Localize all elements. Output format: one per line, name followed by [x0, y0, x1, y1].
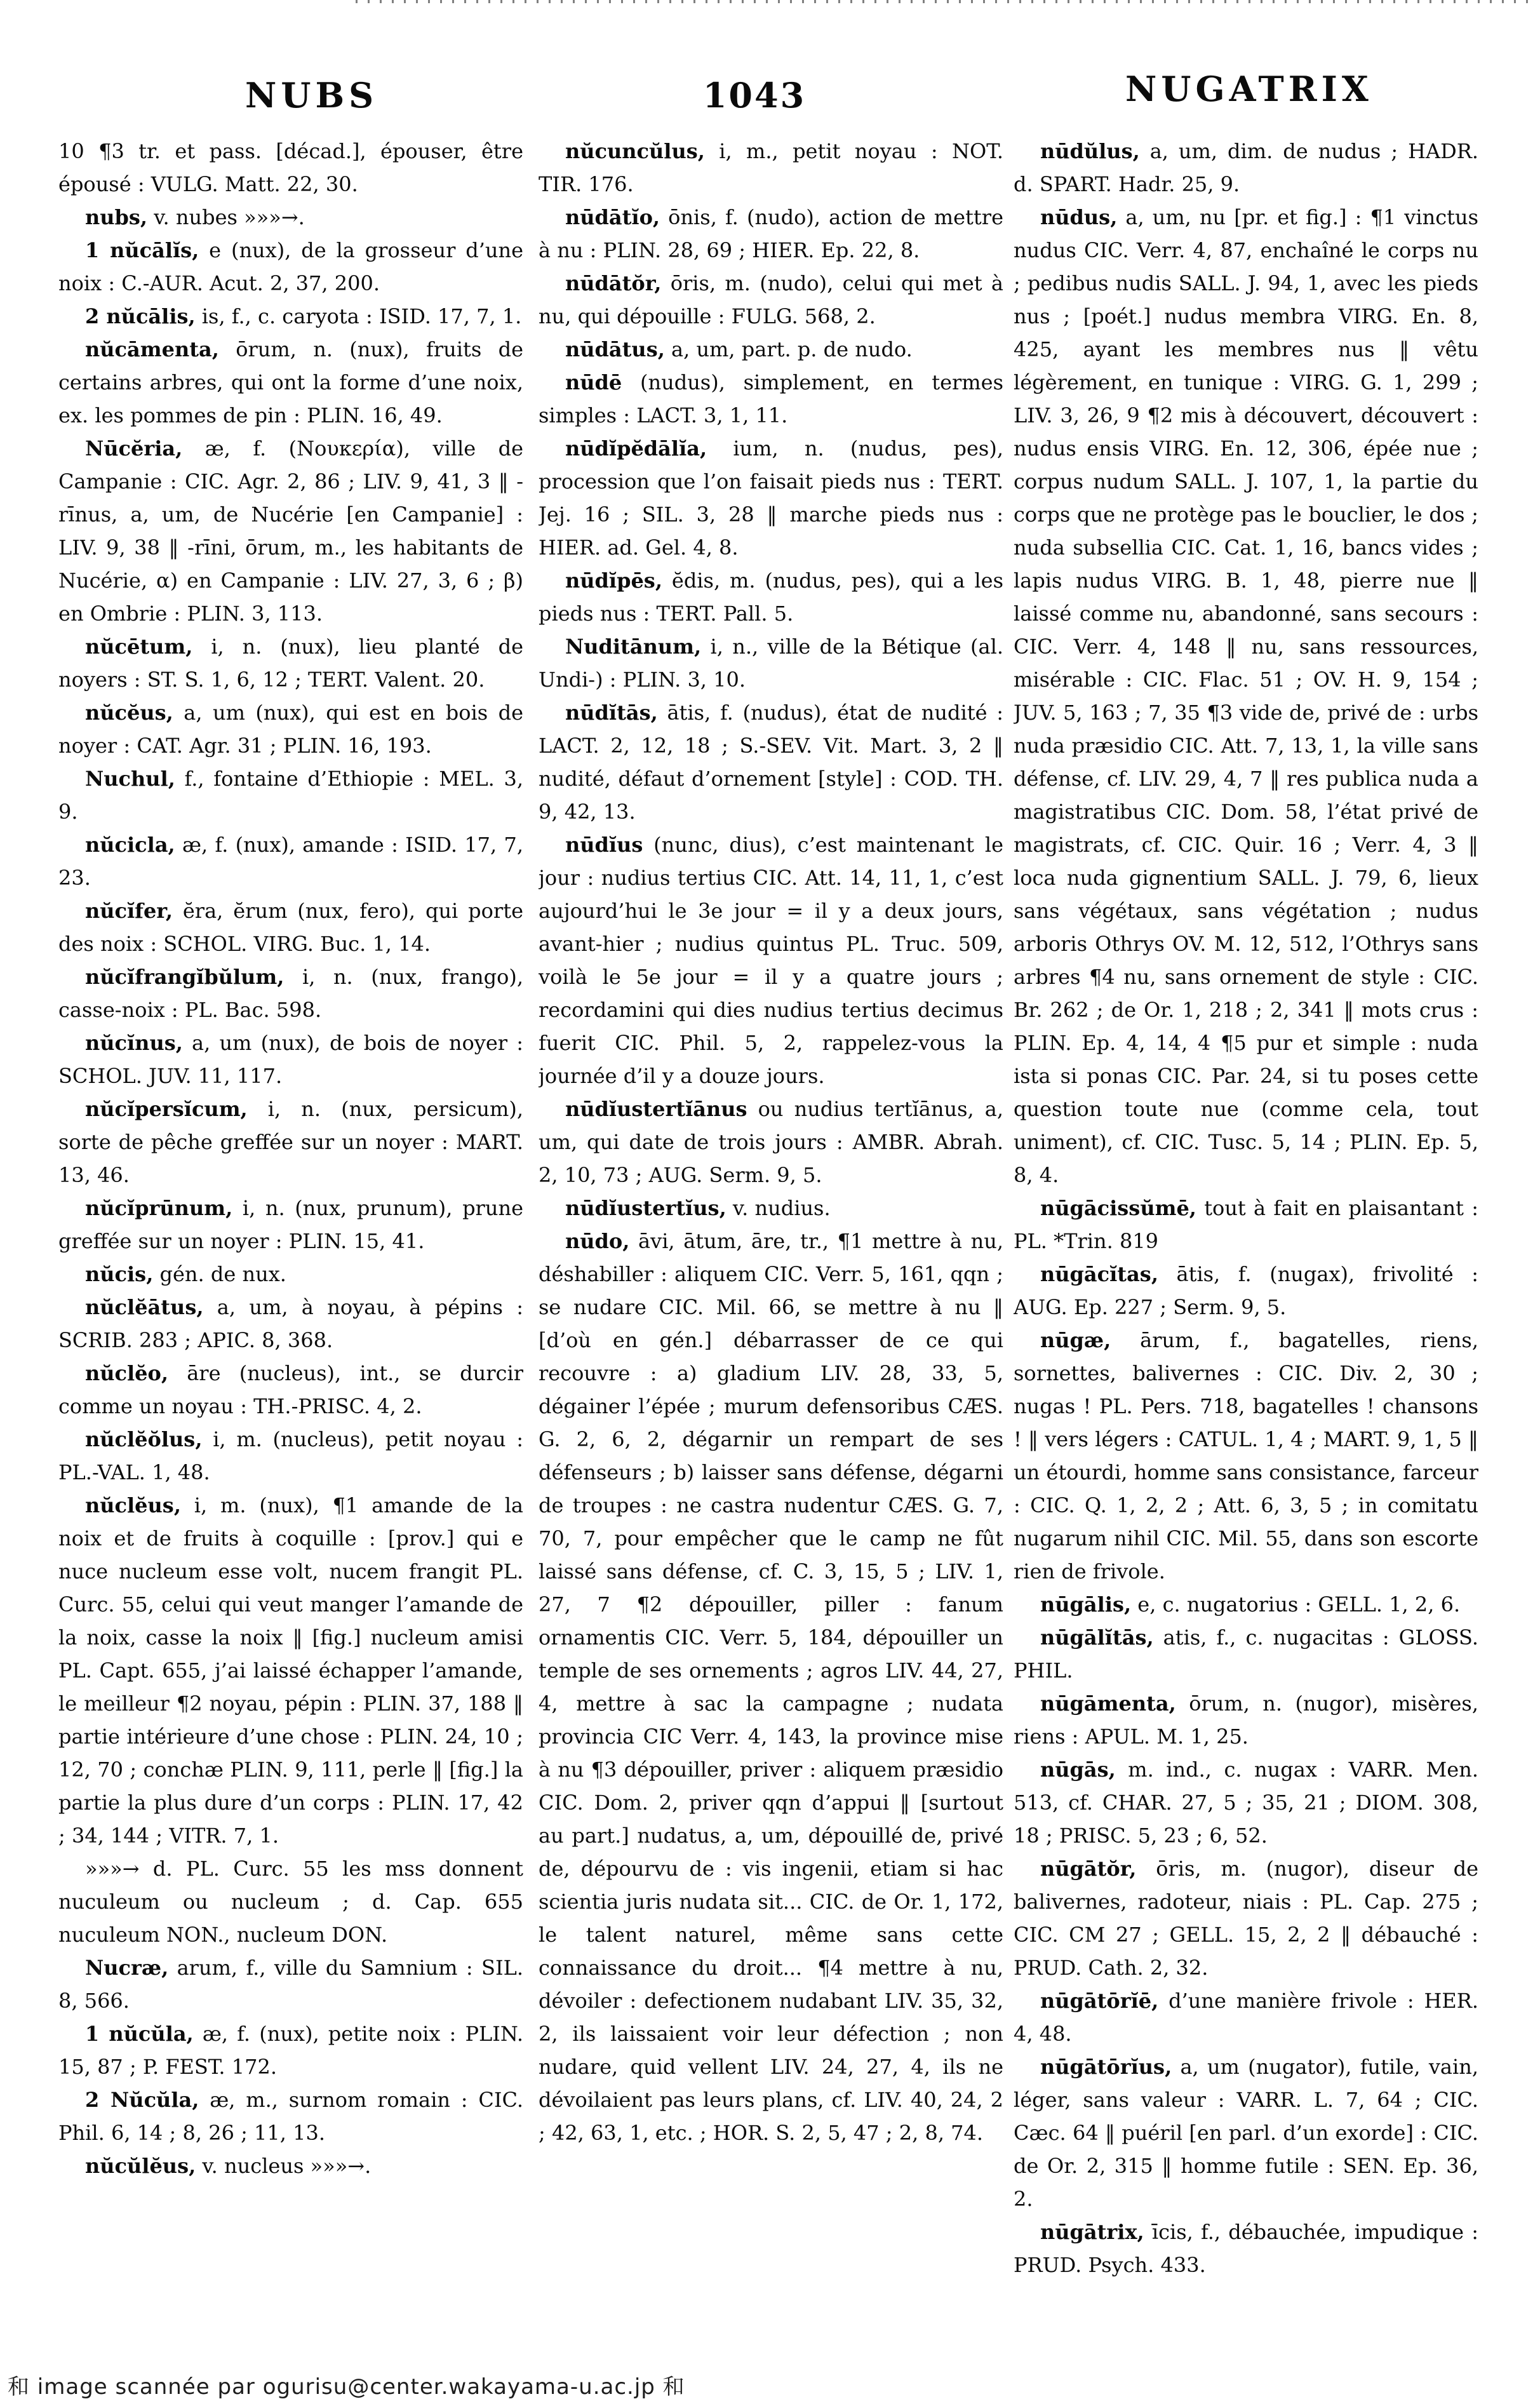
entry-body: i, m., petit noyau : NOT. TIR. 176.	[539, 139, 1003, 196]
entry-body: a, um, à noyau, à pépins : SCRIB. 283 ; APIC. 8, 368.	[58, 1295, 523, 1352]
entry-body: i, m. (nucleus), petit noyau : PL.-VAL. 1, 48.	[58, 1427, 523, 1484]
entry-headword: nūdo,	[565, 1229, 630, 1253]
entry-headword: nubs,	[85, 205, 148, 229]
entry-body: i, n. (nux, persicum), sorte de pêche greffée sur un noyer : MART. 13, 46.	[58, 1097, 523, 1187]
dictionary-entry	[539, 201, 1003, 267]
page-number: 1043	[702, 75, 807, 116]
entry-headword: nŭcŭlĕus,	[85, 2154, 196, 2178]
running-head-left: NUBS	[245, 75, 378, 116]
dictionary-entry	[58, 828, 523, 894]
entry-body: ātis, f. (nugax), frivolité : AUG. Ep. 227 ; Serm. 9, 5.	[1014, 1262, 1478, 1319]
dictionary-entry	[58, 1951, 523, 2017]
entry-body: is, f., c. caryota : ISID. 17, 7, 1.	[201, 304, 522, 328]
entry-headword: nūdĭpēs,	[565, 568, 662, 593]
entry-body: v. nudius.	[732, 1196, 831, 1220]
entry-body: a, um, dim. de nudus ; HADR. d. SPART. Hadr. 25, 9.	[1014, 139, 1478, 196]
dictionary-entry	[1014, 1852, 1478, 1984]
entry-body: a, um, part. p. de nudo.	[671, 337, 913, 361]
dictionary-entry	[539, 828, 1003, 1092]
dictionary-entry	[58, 2149, 523, 2182]
entry-headword: nūdus,	[1040, 205, 1118, 229]
entry-headword: nŭcĭfrangĭbŭlum,	[85, 965, 285, 989]
entry-body: i, m. (nux), ¶1 amande de la noix et de fruits à coquille : [prov.] qui e nuce nucleum esse volt, nucem frangit PL. Curc. 55, celui qui veut manger l’amande de la noix, casse la noix ‖ [fig.] nucleum amisi PL. Capt. 655, j’ai laissé échapper l’amande, le meilleur ¶2 noyau, pépin : PLIN. 37, 188 ‖ partie intérieure d’une chose : PLIN. 24, 10 ; 12, 70 ; conchæ PLIN. 9, 111, perle ‖ [fig.] la partie la plus dure d’un corps : PLIN. 17, 42 ; 34, 144 ; VITR. 7, 1.	[58, 1493, 523, 1848]
entry-headword: nūdātus,	[565, 337, 665, 361]
dictionary-entry	[1014, 1984, 1478, 2050]
dictionary-entry	[539, 267, 1003, 333]
dictionary-entry	[58, 1357, 523, 1423]
dictionary-entry	[1014, 2050, 1478, 2215]
dictionary-entry	[539, 1225, 1003, 2149]
dictionary-entry	[58, 894, 523, 960]
entry-body: i, n. (nux), lieu planté de noyers : ST. S. 1, 6, 12 ; TERT. Valent. 20.	[58, 635, 523, 692]
scan-noise-artifact	[356, 0, 1537, 3]
entry-headword: nŭcicla,	[85, 833, 175, 857]
entry-headword: Nucræ,	[85, 1956, 169, 1980]
entry-body: āvi, ātum, āre, tr., ¶1 mettre à nu, déshabiller : aliquem CIC. Verr. 5, 161, qqn ; se nudare CIC. Mil. 66, se mettre à nu ‖ [d’où en gén.] débarrasser de ce qui recouvre : a) gladium LIV. 28, 33, 5, dégainer l’épée ; murum defensoribus CÆS. G. 2, 6, 2, dégarnir un rempart de ses défenseurs ; b) laisser sans défense, dégarni de troupes : ne castra nudentur CÆS. G. 7, 70, 7, pour empêcher que le camp ne fût laissé sans défense, cf. C. 3, 15, 5 ; LIV. 1, 27, 7 ¶2 dépouiller, piller : fanum ornamentis CIC. Verr. 5, 184, dépouiller un temple de ses ornements ; agros LIV. 44, 27, 4, mettre à sac la campagne ; nudata provincia CIC Verr. 4, 143, la province mise à nu ¶3 dépouiller, priver : aliquem præsidio CIC. Dom. 2, priver qqn d’appui ‖ [surtout au part.] nudatus, a, um, dépouillé de, privé de, dépourvu de : vis ingenii, etiam si hac scientia juris nudata sit... CIC. de Or. 1, 172, le talent naturel, même sans cette connaissance du droit... ¶4 mettre à nu, dévoiler : defectionem nudabant LIV. 35, 32, 2, ils laissaient voir leur défection ; non nudare, quid vellent LIV. 24, 27, 4, ils ne dévoilaient pas leurs plans, cf. LIV. 40, 24, 2 ; 42, 63, 1, etc. ; HOR. S. 2, 5, 47 ; 2, 8, 74.	[539, 1229, 1003, 2145]
entry-headword: nŭcis,	[85, 1262, 154, 1286]
entry-body: (nunc, dius), c’est maintenant le jour : nudius tertius CIC. Att. 14, 11, 1, c’est aujourd’hui le 3e jour = il y a deux jours, avant-hier ; nudius quintus PL. Truc. 509, voilà le 5e jour = il y a quatre jours ; recordamini qui dies nudius tertius decimus fuerit CIC. Phil. 5, 2, rappelez-vous la journée d’il y a douze jours.	[539, 833, 1003, 1088]
entry-body: tout à fait en plaisantant : PL. *Trin. 819	[1014, 1196, 1478, 1253]
dictionary-entry	[58, 2017, 523, 2083]
entry-body: ōrum, n. (nux), fruits de certains arbres, qui ont la forme d’une noix, ex. les pommes de pin : PLIN. 16, 49.	[58, 337, 523, 427]
entry-headword: nūgālĭtās,	[1040, 1625, 1154, 1650]
entry-headword: nŭcĭfer,	[85, 899, 173, 923]
entry-body: e (nux), de la grosseur d’une noix : C.-AUR. Acut. 2, 37, 200.	[58, 238, 523, 295]
dictionary-entry	[58, 630, 523, 696]
dictionary-entry	[1014, 1621, 1478, 1687]
entry-body: gén. de nux.	[159, 1262, 286, 1286]
dictionary-entry	[1014, 201, 1478, 1192]
entry-body: »»»→ d. PL. Curc. 55 les mss donnent nuculeum ou nucleum ; d. Cap. 655 nuculeum NON., nucleum DON.	[58, 1857, 523, 1947]
dictionary-entry	[1014, 1258, 1478, 1324]
dictionary-entry	[58, 201, 523, 234]
entry-body: v. nubes »»»→.	[154, 205, 305, 229]
entry-headword: nŭcĭprūnum,	[85, 1196, 233, 1220]
entry-body: æ, f. (nux), petite noix : PLIN. 15, 87 ; P. FEST. 172.	[58, 2022, 523, 2079]
dictionary-entry	[58, 762, 523, 828]
entry-headword: nŭcāmenta,	[85, 337, 219, 361]
dictionary-entry	[58, 1852, 523, 1951]
entry-headword: nūdātŏr,	[565, 271, 662, 295]
entry-headword: Nuchul,	[85, 767, 175, 791]
running-head-right: NUGATRIX	[1125, 69, 1373, 109]
dictionary-entry	[539, 1092, 1003, 1192]
dictionary-entry	[58, 234, 523, 300]
entry-headword: 2 Nŭcŭla,	[85, 2088, 199, 2112]
entry-headword: nūgācissŭmē,	[1040, 1196, 1196, 1220]
entry-body: i, n. (nux, prunum), prune greffée sur un noyer : PLIN. 15, 41.	[58, 1196, 523, 1253]
entry-body: 10 ¶3 tr. et pass. [décad.], épouser, être épousé : VULG. Matt. 22, 30.	[58, 139, 523, 196]
entry-headword: nŭcētum,	[85, 635, 193, 659]
dictionary-entry	[58, 1291, 523, 1357]
entry-headword: nūgæ,	[1040, 1328, 1111, 1352]
entry-body: æ, m., surnom romain : CIC. Phil. 6, 14 ; 8, 26 ; 11, 13.	[58, 2088, 523, 2145]
entry-headword: nŭclĕus,	[85, 1493, 181, 1517]
entry-body: ōris, m. (nudo), celui qui met à nu, qui dépouille : FULG. 568, 2.	[539, 271, 1003, 328]
entry-body: (nudus), simplement, en termes simples : LACT. 3, 1, 11.	[539, 370, 1003, 427]
entry-headword: nŭcuncŭlus,	[565, 139, 705, 163]
dictionary-entry	[58, 1026, 523, 1092]
entry-body: m. ind., c. nugax : VARR. Men. 513, cf. CHAR. 27, 5 ; 35, 21 ; DIOM. 308, 18 ; PRISC. 5, 23 ; 6, 52.	[1014, 1757, 1478, 1848]
entry-headword: nūgātŏr,	[1040, 1857, 1137, 1881]
dictionary-entry	[58, 1489, 523, 1852]
dictionary-entry	[1014, 1324, 1478, 1588]
dictionary-column-3	[1014, 135, 1478, 2386]
dictionary-entry	[539, 333, 1003, 366]
entry-headword: 2 nŭcālis,	[85, 304, 196, 328]
entry-body: īcis, f., débauchée, impudique : PRUD. Psych. 433.	[1014, 2220, 1478, 2277]
entry-body: v. nucleus »»»→.	[202, 2154, 372, 2178]
entry-headword: nŭcĕus,	[85, 701, 173, 725]
dictionary-entry	[539, 564, 1003, 630]
entry-headword: Nūcĕria,	[85, 436, 183, 460]
dictionary-column-1	[58, 135, 523, 2386]
entry-headword: nūdĭus	[565, 833, 643, 857]
entry-headword: nūdĭustertĭānus	[565, 1097, 747, 1121]
entry-headword: nūdātĭo,	[565, 205, 660, 229]
dictionary-entry	[58, 333, 523, 432]
entry-body: a, um, nu [pr. et fig.] : ¶1 vinctus nudus CIC. Verr. 4, 87, enchaîné le corps nu ; pedibus nudis SALL. J. 94, 1, avec les pieds nus ; [poét.] nudus membra VIRG. En. 8, 425, ayant les membres nus ‖ vêtu légèrement, en tunique : VIRG. G. 1, 299 ; LIV. 3, 26, 9 ¶2 mis à découvert, découvert : nudus ensis VIRG. En. 12, 306, épée nue ; corpus nudum SALL. J. 107, 1, la partie du corps que ne protège pas le bouclier, le dos ; nuda subsellia CIC. Cat. 1, 16, bancs vides ; lapis nudus VIRG. B. 1, 48, pierre nue ‖ laissé comme nu, abandonné, sans secours : CIC. Verr. 4, 148 ‖ nu, sans ressources, misérable : CIC. Flac. 51 ; OV. H. 9, 154 ; JUV. 5, 163 ; 7, 35 ¶3 vide de, privé de : urbs nuda præsidio CIC. Att. 7, 13, 1, la ville sans défense, cf. LIV. 29, 4, 7 ‖ res publica nuda a magistratibus CIC. Dom. 58, l’état privé de magistrats, cf. CIC. Quir. 16 ; Verr. 4, 3 ‖ loca nuda gignentium SALL. J. 79, 6, lieux sans végétaux, sans végétation ; nudus arboris Othrys OV. M. 12, 512, l’Othrys sans arbres ¶4 nu, sans ornement de style : CIC. Br. 262 ; de Or. 1, 218 ; 2, 341 ‖ mots crus : PLIN. Ep. 4, 14, 4 ¶5 pur et simple : nuda ista si ponas CIC. Par. 24, si tu poses cette question toute nue (comme cela, tout uniment), cf. CIC. Tusc. 5, 14 ; PLIN. Ep. 5, 8, 4.	[1014, 205, 1478, 1187]
dictionary-entry	[1014, 2215, 1478, 2282]
dictionary-entry	[58, 1258, 523, 1291]
dictionary-entry	[539, 366, 1003, 432]
entry-body: æ, f. (nux), amande : ISID. 17, 7, 23.	[58, 833, 523, 890]
entry-headword: nūgācĭtas,	[1040, 1262, 1158, 1286]
dictionary-entry	[58, 960, 523, 1026]
entry-headword: nŭclĕŏlus,	[85, 1427, 203, 1451]
entry-body: ium, n. (nudus, pes), procession que l’on faisait pieds nus : TERT. Jej. 16 ; SIL. 3, 28 ‖ marche pieds nus : HIER. ad. Gel. 4, 8.	[539, 436, 1003, 560]
entry-headword: nūgātōrĭē,	[1040, 1989, 1159, 2013]
entry-body: ōrum, n. (nugor), misères, riens : APUL. M. 1, 25.	[1014, 1691, 1478, 1749]
entry-body: atis, f., c. nugacitas : GLOSS. PHIL.	[1014, 1625, 1478, 1683]
dictionary-entry	[58, 432, 523, 630]
entry-headword: 1 nŭcŭla,	[85, 2022, 194, 2046]
entry-headword: nŭclĕātus,	[85, 1295, 204, 1319]
entry-body: i, n. (nux, frango), casse-noix : PL. Bac. 598.	[58, 965, 523, 1022]
entry-body: a, um (nugator), futile, vain, léger, sans valeur : VARR. L. 7, 64 ; CIC. Cæc. 64 ‖ puéril [en parl. d’un exorde] : CIC. de Or. 2, 315 ‖ homme futile : SEN. Ep. 36, 2.	[1014, 2055, 1478, 2211]
entry-headword: nūdŭlus,	[1040, 139, 1140, 163]
dictionary-entry	[58, 1423, 523, 1489]
entry-body: ĕra, ĕrum (nux, fero), qui porte des noix : SCHOL. VIRG. Buc. 1, 14.	[58, 899, 523, 956]
entry-body: ātis, f. (nudus), état de nudité : LACT. 2, 12, 18 ; S.-SEV. Vit. Mart. 3, 2 ‖ nudité, défaut d’ornement [style] : COD. TH. 9, 42, 13.	[539, 701, 1003, 824]
entry-headword: nŭcĭpersĭcum,	[85, 1097, 248, 1121]
entry-body: ārum, f., bagatelles, riens, sornettes, balivernes : CIC. Div. 2, 30 ; nugas ! PL. Pers. 718, bagatelles ! chansons ! ‖ vers légers : CATUL. 1, 4 ; MART. 9, 1, 5 ‖ un étourdi, homme sans consistance, farceur : CIC. Q. 1, 2, 2 ; Att. 6, 3, 5 ; in comitatu nugarum nihil CIC. Mil. 55, dans son escorte rien de frivole.	[1014, 1328, 1478, 1583]
entry-body: ou nudius tertĭānus, a, um, qui date de trois jours : AMBR. Abrah. 2, 10, 73 ; AUG. Serm. 9, 5.	[539, 1097, 1003, 1187]
entry-headword: nŭcĭnus,	[85, 1031, 183, 1055]
entry-body: arum, f., ville du Samnium : SIL. 8, 566.	[58, 1956, 523, 2013]
entry-headword: nūgās,	[1040, 1757, 1116, 1782]
entry-headword: nūgāmenta,	[1040, 1691, 1176, 1716]
entry-headword: 1 nŭcālĭs,	[85, 238, 199, 262]
dictionary-entry	[58, 300, 523, 333]
dictionary-entry	[1014, 135, 1478, 201]
entry-body: æ, f. (Νουκερία), ville de Campanie : CIC. Agr. 2, 86 ; LIV. 9, 41, 3 ‖ -rīnus, a, um, de Nucérie [en Campanie] : LIV. 9, 38 ‖ -rīni, ōrum, m., les habitants de Nucérie, α) en Campanie : LIV. 27, 3, 6 ; β) en Ombrie : PLIN. 3, 113.	[58, 436, 523, 626]
entry-body: d’une manière frivole : HER. 4, 48.	[1014, 1989, 1478, 2046]
dictionary-entry	[1014, 1753, 1478, 1852]
scanner-credit-line: 和 image scannée par ogurisu@center.wakayama-u.ac.jp 和	[8, 2374, 685, 2400]
entry-headword: nūdĭustertĭus,	[565, 1196, 726, 1220]
entry-body: āre (nucleus), int., se durcir comme un noyau : TH.-PRISC. 4, 2.	[58, 1361, 523, 1418]
entry-body: f., fontaine d’Ethiopie : MEL. 3, 9.	[58, 767, 523, 824]
entry-headword: nūdĭpĕdālĭa,	[565, 436, 707, 460]
dictionary-entry	[539, 432, 1003, 564]
entry-body: a, um (nux), qui est en bois de noyer : CAT. Agr. 31 ; PLIN. 16, 193.	[58, 701, 523, 758]
entry-headword: nūgātōrĭus,	[1040, 2055, 1172, 2079]
dictionary-entry	[58, 1192, 523, 1258]
dictionary-column-2	[539, 135, 1003, 2386]
entry-body: a, um (nux), de bois de noyer : SCHOL. JUV. 11, 117.	[58, 1031, 523, 1088]
dictionary-entry	[58, 1092, 523, 1192]
dictionary-entry	[58, 696, 523, 762]
entry-headword: nūdĭtās,	[565, 701, 658, 725]
dictionary-entry	[539, 135, 1003, 201]
entry-body: e, c. nugatorius : GELL. 1, 2, 6.	[1137, 1592, 1461, 1616]
dictionary-entry	[1014, 1192, 1478, 1258]
dictionary-entry	[539, 1192, 1003, 1225]
dictionary-entry	[1014, 1588, 1478, 1621]
entry-headword: nūgātrix,	[1040, 2220, 1144, 2244]
entry-headword: Nuditānum,	[565, 635, 702, 659]
dictionary-entry	[58, 2083, 523, 2149]
dictionary-entry	[539, 696, 1003, 828]
entry-headword: nŭclĕo,	[85, 1361, 169, 1385]
dictionary-entry	[539, 630, 1003, 696]
entry-body: i, n., ville de la Bétique (al. Undi-) : PLIN. 3, 10.	[539, 635, 1003, 692]
entry-body: ĕdis, m. (nudus, pes), qui a les pieds nus : TERT. Pall. 5.	[539, 568, 1003, 626]
dictionary-entry	[1014, 1687, 1478, 1753]
entry-body: ōnis, f. (nudo), action de mettre à nu : PLIN. 28, 69 ; HIER. Ep. 22, 8.	[539, 205, 1003, 262]
entry-headword: nūgālis,	[1040, 1592, 1132, 1616]
entry-headword: nūdē	[565, 370, 622, 394]
entry-body: ōris, m. (nugor), diseur de balivernes, radoteur, niais : PL. Cap. 275 ; CIC. CM 27 ; GELL. 15, 2, 2 ‖ débauché : PRUD. Cath. 2, 32.	[1014, 1857, 1478, 1980]
dictionary-entry	[58, 135, 523, 201]
